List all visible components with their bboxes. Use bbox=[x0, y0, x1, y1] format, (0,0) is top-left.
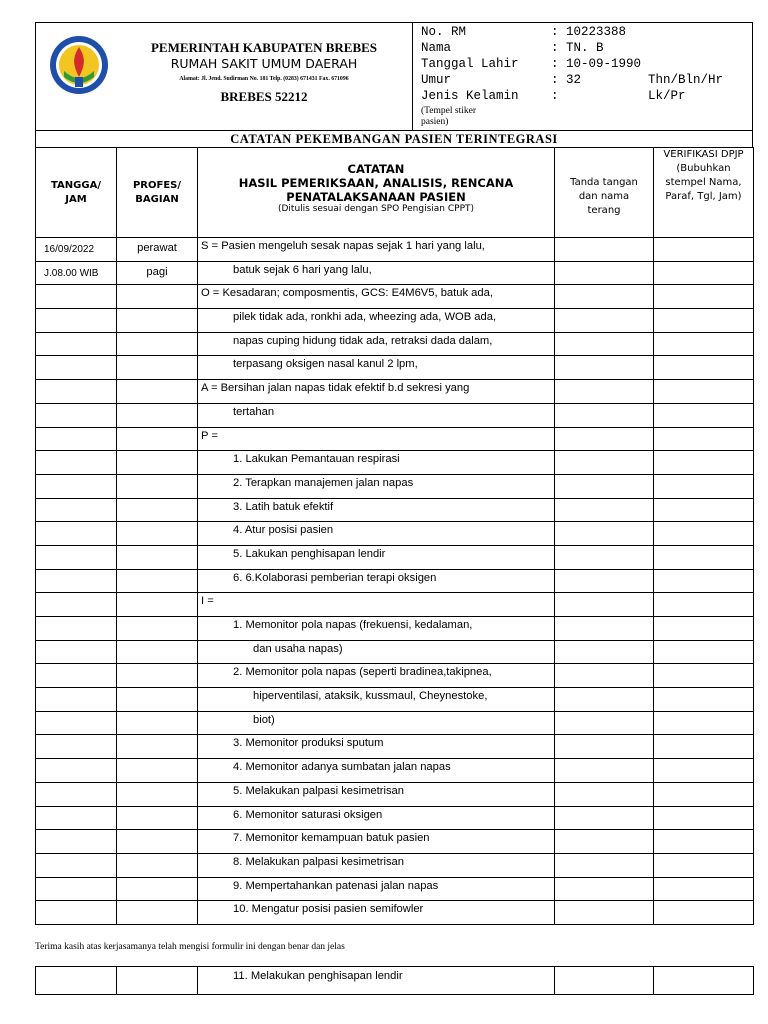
cell-prof-text: pagi bbox=[146, 265, 168, 278]
cell-date[interactable] bbox=[36, 427, 117, 451]
cell-date-text bbox=[36, 688, 116, 694]
hospital-name: RUMAH SAKIT UMUM DAERAH bbox=[170, 56, 358, 71]
cell-date[interactable] bbox=[36, 711, 117, 735]
cell-prof[interactable] bbox=[117, 853, 198, 877]
cell-date-text bbox=[36, 854, 116, 860]
cell-prof[interactable] bbox=[117, 617, 198, 641]
cell-date[interactable] bbox=[36, 285, 117, 309]
cell-note[interactable] bbox=[198, 427, 555, 451]
cell-date-text bbox=[36, 428, 116, 434]
cell-note[interactable] bbox=[198, 877, 555, 901]
cell-note[interactable] bbox=[198, 332, 555, 356]
cell-note[interactable] bbox=[198, 782, 555, 806]
cell-date-text bbox=[36, 356, 116, 362]
cell-prof-text bbox=[117, 854, 197, 858]
cell-date-text bbox=[36, 830, 116, 836]
cell-date[interactable] bbox=[36, 238, 117, 262]
cell-verif[interactable] bbox=[654, 380, 754, 404]
age-label: Umur bbox=[421, 73, 452, 87]
cell-verif[interactable] bbox=[654, 403, 754, 427]
cell-date-text bbox=[36, 641, 116, 647]
cell-note-text: 9. Mempertahankan patenasi jalan napas bbox=[233, 879, 439, 892]
cell-prof-text bbox=[117, 641, 197, 645]
cell-verif[interactable] bbox=[654, 545, 754, 569]
table-row bbox=[36, 593, 754, 617]
cell-verif[interactable] bbox=[654, 474, 754, 498]
cell-sign[interactable] bbox=[555, 711, 654, 735]
cell-date[interactable] bbox=[36, 617, 117, 641]
cell-sign[interactable] bbox=[555, 451, 654, 475]
table-row bbox=[36, 332, 754, 356]
cell-verif[interactable] bbox=[654, 853, 754, 877]
cell-date[interactable] bbox=[36, 569, 117, 593]
cell-prof[interactable] bbox=[117, 356, 198, 380]
cell-date-text bbox=[36, 807, 116, 813]
cell-sign[interactable] bbox=[555, 853, 654, 877]
cell-prof-text bbox=[117, 593, 197, 597]
cell-prof-text bbox=[117, 522, 197, 526]
cell-verif[interactable] bbox=[654, 735, 754, 759]
cell-note[interactable] bbox=[198, 380, 555, 404]
cell-prof[interactable] bbox=[117, 285, 198, 309]
cell-verif[interactable] bbox=[654, 522, 754, 546]
cell-prof-text bbox=[117, 499, 197, 503]
cell-prof-text bbox=[117, 735, 197, 739]
table-row bbox=[36, 569, 754, 593]
cell-date[interactable] bbox=[36, 261, 117, 285]
table-row bbox=[36, 545, 754, 569]
cell-prof[interactable] bbox=[117, 569, 198, 593]
hospital-logo-icon bbox=[48, 33, 110, 97]
col-header-sign: Tanda tangan dan nama terang bbox=[555, 148, 654, 238]
sticker-note: (Tempel stiker pasien) bbox=[421, 106, 476, 127]
table-row bbox=[36, 640, 754, 664]
cell-date-text bbox=[36, 593, 116, 599]
cell-note-text: A = Bersihan jalan napas tidak efektif b.d sekresi yang bbox=[201, 382, 470, 395]
cell-date-text bbox=[36, 522, 116, 528]
cell-date-text bbox=[36, 404, 116, 410]
cell-date[interactable] bbox=[36, 380, 117, 404]
cell-sign[interactable] bbox=[555, 735, 654, 759]
cell-prof[interactable] bbox=[117, 498, 198, 522]
cell-verif[interactable] bbox=[654, 877, 754, 901]
cell-prof-text bbox=[117, 356, 197, 360]
cell-note-text: pilek tidak ada, ronkhi ada, wheezing ada, WOB ada, bbox=[233, 311, 497, 324]
cell-date-text bbox=[36, 546, 116, 552]
cell-date[interactable] bbox=[36, 967, 117, 995]
cell-prof-text bbox=[117, 807, 197, 811]
table-row bbox=[36, 782, 754, 806]
cell-verif[interactable] bbox=[654, 901, 754, 925]
gov-name: PEMERINTAH KABUPATEN BREBES bbox=[150, 40, 378, 55]
cell-prof[interactable] bbox=[117, 640, 198, 664]
cell-date[interactable] bbox=[36, 664, 117, 688]
age-unit: Thn/Bln/Hr bbox=[648, 73, 724, 87]
cell-verif[interactable] bbox=[654, 593, 754, 617]
cell-prof-text bbox=[117, 783, 197, 787]
table-row bbox=[36, 711, 754, 735]
cell-date-text bbox=[36, 285, 116, 291]
cell-prof-text bbox=[117, 759, 197, 763]
table-row bbox=[36, 688, 754, 712]
cell-sign[interactable] bbox=[555, 285, 654, 309]
sex-value: : bbox=[551, 89, 559, 103]
cell-note[interactable]: 11. Melakukan penghisapan lendir bbox=[198, 967, 555, 995]
cell-date[interactable] bbox=[36, 901, 117, 925]
cell-prof[interactable] bbox=[117, 806, 198, 830]
cell-note[interactable] bbox=[198, 806, 555, 830]
cell-date[interactable] bbox=[36, 332, 117, 356]
cell-date-text bbox=[36, 617, 116, 623]
cell-date-text bbox=[36, 901, 116, 907]
cell-sign[interactable] bbox=[555, 498, 654, 522]
cell-verif[interactable] bbox=[654, 617, 754, 641]
cell-note-text: terpasang oksigen nasal kanul 2 lpm, bbox=[233, 358, 418, 371]
cell-note[interactable] bbox=[198, 356, 555, 380]
cell-note[interactable] bbox=[198, 711, 555, 735]
cell-note-text: biot) bbox=[253, 713, 275, 726]
table-row bbox=[36, 403, 754, 427]
table-row bbox=[36, 498, 754, 522]
cell-note[interactable] bbox=[198, 451, 555, 475]
cell-sign[interactable] bbox=[555, 901, 654, 925]
cell-verif[interactable] bbox=[654, 782, 754, 806]
cell-date-text bbox=[36, 878, 116, 884]
cell-sign[interactable] bbox=[555, 238, 654, 262]
cell-date-text bbox=[36, 475, 116, 481]
cell-prof-text bbox=[117, 570, 197, 574]
cell-note-text: P = bbox=[201, 429, 218, 442]
cell-prof[interactable] bbox=[117, 309, 198, 333]
sex-label: Jenis Kelamin bbox=[421, 89, 519, 103]
cell-date[interactable] bbox=[36, 806, 117, 830]
cell-sign[interactable] bbox=[555, 474, 654, 498]
cell-prof[interactable] bbox=[117, 664, 198, 688]
cell-prof[interactable] bbox=[117, 403, 198, 427]
cell-sign[interactable] bbox=[555, 522, 654, 546]
col-header-verif: VERIFIKASI DPJP (Bubuhkan stempel Nama, Paraf, Tgl, Jam) bbox=[654, 148, 754, 238]
cell-prof[interactable] bbox=[117, 451, 198, 475]
cell-date-text bbox=[36, 570, 116, 576]
cell-date[interactable] bbox=[36, 830, 117, 854]
cell-note-text: 2. Terapkan manajemen jalan napas bbox=[233, 476, 414, 489]
table-row bbox=[36, 664, 754, 688]
cell-date-text bbox=[36, 759, 116, 765]
cell-date-text bbox=[36, 380, 116, 386]
cell-note-text: 5. Melakukan palpasi kesimetrisan bbox=[233, 784, 405, 797]
cell-sign[interactable] bbox=[555, 356, 654, 380]
cell-verif[interactable] bbox=[654, 356, 754, 380]
table-row bbox=[36, 451, 754, 475]
table-row bbox=[36, 427, 754, 451]
cell-sign[interactable] bbox=[555, 806, 654, 830]
cell-verif[interactable] bbox=[654, 640, 754, 664]
notes-table bbox=[35, 147, 754, 925]
cell-date[interactable] bbox=[36, 403, 117, 427]
cell-note[interactable] bbox=[198, 593, 555, 617]
cell-prof-text bbox=[117, 309, 197, 313]
cell-sign[interactable] bbox=[555, 759, 654, 783]
cell-sign[interactable] bbox=[555, 309, 654, 333]
cell-sign[interactable] bbox=[555, 688, 654, 712]
cell-sign[interactable] bbox=[555, 830, 654, 854]
cell-verif[interactable] bbox=[654, 309, 754, 333]
cell-note[interactable] bbox=[198, 403, 555, 427]
cell-verif[interactable] bbox=[654, 285, 754, 309]
cell-note-text: O = Kesadaran; composmentis, GCS: E4M6V5, batuk ada, bbox=[201, 287, 493, 300]
cell-sign[interactable] bbox=[555, 403, 654, 427]
age-value: : 32 bbox=[551, 73, 582, 87]
col-header-prof: PROFES/ BAGIAN bbox=[117, 148, 198, 238]
table-row bbox=[36, 238, 754, 262]
cell-prof[interactable] bbox=[117, 427, 198, 451]
cell-note[interactable] bbox=[198, 853, 555, 877]
cell-date[interactable] bbox=[36, 498, 117, 522]
cell-note-text: 8. Melakukan palpasi kesimetrisan bbox=[233, 855, 405, 868]
cell-verif[interactable] bbox=[654, 332, 754, 356]
table-row bbox=[36, 967, 754, 995]
cell-date[interactable] bbox=[36, 877, 117, 901]
cell-date[interactable] bbox=[36, 640, 117, 664]
cell-note[interactable] bbox=[198, 617, 555, 641]
table-row bbox=[36, 474, 754, 498]
cell-verif[interactable] bbox=[654, 427, 754, 451]
cell-prof-text bbox=[117, 333, 197, 337]
cell-note[interactable] bbox=[198, 759, 555, 783]
cell-note-text: 1. Lakukan Pemantauan respirasi bbox=[233, 453, 400, 466]
cell-note-text: 3. Latih batuk efektif bbox=[233, 500, 334, 513]
cell-note[interactable] bbox=[198, 522, 555, 546]
table-row bbox=[36, 261, 754, 285]
table-header-row bbox=[36, 148, 754, 238]
cell-verif[interactable] bbox=[654, 967, 754, 995]
cell-note[interactable] bbox=[198, 830, 555, 854]
cell-prof[interactable] bbox=[117, 967, 198, 995]
cell-prof[interactable] bbox=[117, 545, 198, 569]
cell-date[interactable] bbox=[36, 545, 117, 569]
cell-verif[interactable] bbox=[654, 569, 754, 593]
cell-note[interactable] bbox=[198, 309, 555, 333]
name-value: : TN. B bbox=[551, 41, 604, 55]
cell-sign[interactable] bbox=[555, 261, 654, 285]
dob-value: : 10-09-1990 bbox=[551, 57, 642, 71]
cell-note-text: tertahan bbox=[233, 405, 275, 418]
cell-prof[interactable] bbox=[117, 522, 198, 546]
cell-prof-text bbox=[117, 712, 197, 716]
cell-note[interactable] bbox=[198, 261, 555, 285]
cell-prof[interactable] bbox=[117, 759, 198, 783]
cell-verif[interactable] bbox=[654, 451, 754, 475]
cell-note-text: hiperventilasi, ataksik, kussmaul, Cheynestoke, bbox=[253, 690, 488, 703]
cell-prof[interactable] bbox=[117, 261, 198, 285]
cell-verif[interactable] bbox=[654, 261, 754, 285]
cell-prof-text bbox=[117, 475, 197, 479]
cell-date-text bbox=[36, 333, 116, 339]
cell-note-text: 10. Mengatur posisi pasien semifowler bbox=[233, 903, 424, 916]
cell-sign[interactable] bbox=[555, 617, 654, 641]
cell-prof[interactable] bbox=[117, 688, 198, 712]
cell-date-text bbox=[36, 712, 116, 718]
cell-note-text: napas cuping hidung tidak ada, retraksi dada dalam, bbox=[233, 334, 493, 347]
cell-note-text: 2. Memonitor pola napas (seperti bradinea,takipnea, bbox=[233, 666, 492, 679]
cell-date-text bbox=[36, 499, 116, 505]
cell-sign[interactable] bbox=[555, 427, 654, 451]
table-row bbox=[36, 356, 754, 380]
table-row bbox=[36, 285, 754, 309]
cell-date[interactable] bbox=[36, 853, 117, 877]
cell-date[interactable] bbox=[36, 688, 117, 712]
cell-sign[interactable] bbox=[555, 545, 654, 569]
table-row bbox=[36, 806, 754, 830]
cell-note-text: 3. Memonitor produksi sputum bbox=[233, 737, 384, 750]
cell-sign[interactable] bbox=[555, 877, 654, 901]
cell-date-text bbox=[36, 735, 116, 741]
cell-date-text: J.08.00 WIB bbox=[44, 267, 99, 279]
cell-prof[interactable] bbox=[117, 877, 198, 901]
header-divider bbox=[412, 23, 413, 130]
cell-sign[interactable] bbox=[555, 593, 654, 617]
cell-prof-text bbox=[117, 830, 197, 834]
cell-verif[interactable] bbox=[654, 830, 754, 854]
table-row bbox=[36, 617, 754, 641]
cell-verif[interactable] bbox=[654, 759, 754, 783]
cell-prof-text: perawat bbox=[137, 242, 177, 254]
cell-note-text: 4. Memonitor adanya sumbatan jalan napas bbox=[233, 761, 451, 774]
cell-date-text bbox=[36, 664, 116, 670]
city-postcode: BREBES 52212 bbox=[220, 89, 308, 104]
cell-prof-text bbox=[117, 285, 197, 289]
form-title: CATATAN PEKEMBANGAN PASIEN TERINTEGRASI bbox=[35, 131, 753, 148]
cell-prof-text bbox=[117, 617, 197, 621]
cell-note[interactable] bbox=[198, 498, 555, 522]
cell-note-text: 7. Memonitor kemampuan batuk pasien bbox=[233, 832, 430, 845]
cell-sign[interactable] bbox=[555, 782, 654, 806]
cell-note[interactable] bbox=[198, 688, 555, 712]
table-row bbox=[36, 522, 754, 546]
cell-prof[interactable] bbox=[117, 901, 198, 925]
cell-prof-text bbox=[117, 878, 197, 882]
cell-sign[interactable] bbox=[555, 332, 654, 356]
cell-note[interactable] bbox=[198, 545, 555, 569]
cell-note[interactable] bbox=[198, 735, 555, 759]
cell-date[interactable] bbox=[36, 356, 117, 380]
cell-note[interactable] bbox=[198, 901, 555, 925]
cell-note[interactable] bbox=[198, 664, 555, 688]
cell-verif[interactable] bbox=[654, 711, 754, 735]
continuation-table bbox=[35, 966, 754, 995]
cell-sign[interactable] bbox=[555, 967, 654, 995]
cell-prof-text bbox=[117, 451, 197, 455]
cell-sign[interactable] bbox=[555, 380, 654, 404]
cell-sign[interactable] bbox=[555, 640, 654, 664]
cell-prof[interactable] bbox=[117, 782, 198, 806]
cell-note-text: batuk sejak 6 hari yang lalu, bbox=[233, 263, 372, 276]
cell-prof-text bbox=[117, 688, 197, 692]
cell-prof[interactable] bbox=[117, 593, 198, 617]
cell-date[interactable] bbox=[36, 759, 117, 783]
cell-prof[interactable] bbox=[117, 380, 198, 404]
table-row bbox=[36, 380, 754, 404]
footer-note: Terima kasih atas kerjasamanya telah mengisi formulir ini dengan benar dan jelas bbox=[35, 942, 345, 952]
table-row bbox=[36, 877, 754, 901]
cell-date-text bbox=[36, 451, 116, 457]
cell-date[interactable] bbox=[36, 451, 117, 475]
cell-prof[interactable] bbox=[117, 735, 198, 759]
cell-date[interactable] bbox=[36, 474, 117, 498]
cell-note-text: 5. Lakukan penghisapan lendir bbox=[233, 547, 386, 560]
cell-note-text: 6. 6.Kolaborasi pemberian terapi oksigen bbox=[233, 571, 437, 584]
notes-body bbox=[36, 238, 754, 925]
dob-label: Tanggal Lahir bbox=[421, 57, 519, 71]
cell-date[interactable] bbox=[36, 735, 117, 759]
col-header-date: TANGGA/ JAM bbox=[36, 148, 117, 238]
table-row bbox=[36, 830, 754, 854]
cell-note-text: dan usaha napas) bbox=[253, 642, 343, 655]
cell-prof[interactable] bbox=[117, 474, 198, 498]
cell-date[interactable] bbox=[36, 593, 117, 617]
cell-note-text: 1. Memonitor pola napas (frekuensi, kedalaman, bbox=[233, 619, 473, 631]
cell-prof-text bbox=[117, 546, 197, 550]
cell-prof-text bbox=[117, 664, 197, 668]
cell-note[interactable] bbox=[198, 285, 555, 309]
hospital-address: Alamat: Jl. Jend. Sudirman No. 181 Telp. (0283) 671431 Fax. 671096 bbox=[179, 76, 349, 82]
table-row bbox=[36, 901, 754, 925]
col-header-notes: CATATAN HASIL PEMERIKSAAN, ANALISIS, RENCANA PENATALAKSANAAN PASIEN (Ditulis sesuai dengan SPO Pengisian CPPT) bbox=[198, 148, 555, 238]
cell-verif[interactable] bbox=[654, 806, 754, 830]
cell-verif[interactable] bbox=[654, 688, 754, 712]
cell-prof-text bbox=[117, 428, 197, 432]
table-row bbox=[36, 309, 754, 333]
rm-label: No. RM bbox=[421, 25, 467, 39]
cell-note[interactable] bbox=[198, 640, 555, 664]
cell-verif[interactable] bbox=[654, 238, 754, 262]
rm-value: : 10223388 bbox=[551, 25, 627, 39]
cell-note-text: 6. Memonitor saturasi oksigen bbox=[233, 808, 383, 821]
cell-note[interactable] bbox=[198, 569, 555, 593]
cell-prof-text bbox=[117, 901, 197, 905]
name-label: Nama bbox=[421, 41, 452, 55]
cell-sign[interactable] bbox=[555, 664, 654, 688]
cell-sign[interactable] bbox=[555, 569, 654, 593]
cell-verif[interactable] bbox=[654, 498, 754, 522]
cell-prof[interactable] bbox=[117, 238, 198, 262]
cell-note-text: S = Pasien mengeluh sesak napas sejak 1 hari yang lalu, bbox=[201, 240, 485, 252]
cell-note-text: 4. Atur posisi pasien bbox=[233, 524, 334, 537]
header-box bbox=[35, 22, 753, 131]
table-row bbox=[36, 853, 754, 877]
cell-date-text: 16/09/2022 bbox=[44, 244, 95, 255]
cell-date-text bbox=[36, 783, 116, 789]
cell-prof[interactable] bbox=[117, 332, 198, 356]
cell-date-text bbox=[36, 309, 116, 315]
cell-note-text: I = bbox=[201, 595, 214, 608]
cell-note[interactable] bbox=[198, 474, 555, 498]
cell-verif[interactable] bbox=[654, 664, 754, 688]
cell-prof-text bbox=[117, 380, 197, 384]
cell-date[interactable] bbox=[36, 782, 117, 806]
table-row bbox=[36, 759, 754, 783]
cell-prof[interactable] bbox=[117, 830, 198, 854]
cell-date[interactable] bbox=[36, 522, 117, 546]
cell-date[interactable] bbox=[36, 309, 117, 333]
cell-note[interactable] bbox=[198, 238, 555, 262]
cell-prof[interactable] bbox=[117, 711, 198, 735]
sex-options: Lk/Pr bbox=[648, 89, 686, 103]
cell-prof-text bbox=[117, 404, 197, 408]
table-row bbox=[36, 735, 754, 759]
